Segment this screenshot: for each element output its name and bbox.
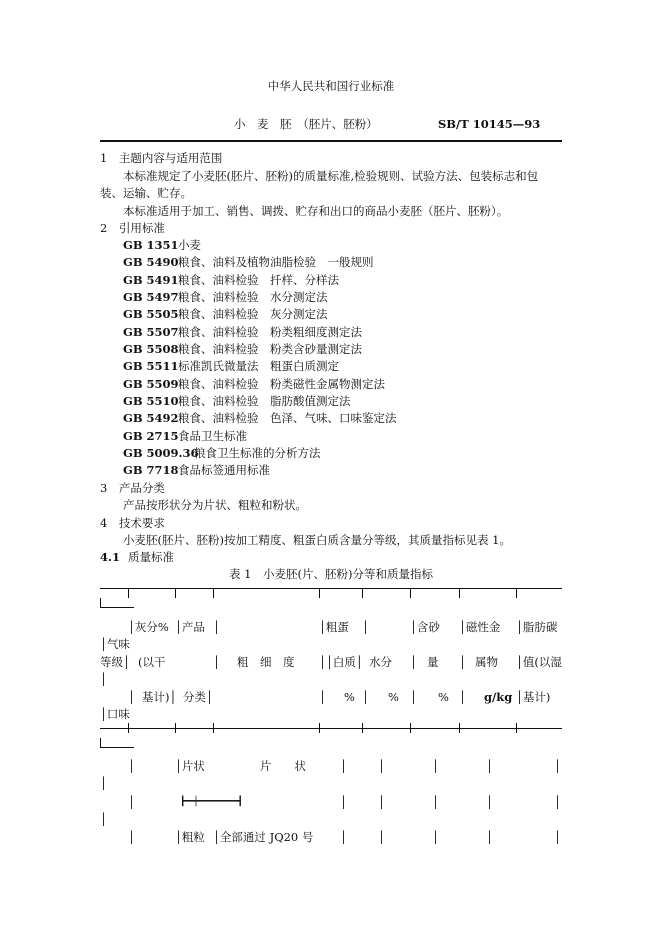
td-sep: │: [486, 830, 493, 844]
td-sep: │: [378, 830, 385, 844]
ref-title: 粮食、油料检验 粉类含砂量测定法: [178, 342, 362, 356]
ref-code: GB 5509: [123, 377, 179, 391]
header-rule: [100, 140, 562, 142]
th-sep: │: [128, 690, 135, 704]
table-tick: [362, 588, 363, 598]
table-tick: [175, 588, 176, 598]
th-protein: │粗蛋: [319, 620, 349, 634]
th-fatty-basis: │值(以湿: [516, 655, 562, 669]
table-tick: [410, 723, 411, 733]
table-tick: [213, 588, 214, 598]
table-tick: [362, 723, 363, 733]
ref-code: GB 5507: [123, 325, 179, 339]
th-sep: │: [410, 690, 417, 704]
ref-code: GB 5497: [123, 290, 179, 304]
td-sep: │: [128, 795, 135, 809]
th-unit-sand: %: [438, 690, 449, 704]
th-product: │产品: [175, 620, 205, 634]
td-category-granules: │粗粒: [175, 830, 205, 844]
th-fatty-basis-2: │基计): [516, 690, 551, 704]
table-tick: [128, 588, 129, 598]
td-sep: │: [378, 795, 385, 809]
ref-code: GB 5511: [123, 359, 179, 373]
td-sep: │: [340, 795, 347, 809]
td-row-divider: ┣━━┿━━━━━━━━━┫: [180, 797, 242, 807]
ref-title: 粮食、油料检验 粉类粗细度测定法: [178, 325, 362, 339]
th-sep: │: [213, 620, 220, 634]
th-unit-protein: %: [344, 690, 355, 704]
th-sep: │: [362, 690, 369, 704]
th-sand-2: 量: [427, 655, 439, 669]
table-stub-rule: [100, 607, 134, 608]
ref-title: 粮食、油料检验 扦样、分样法: [178, 273, 339, 287]
th-sep: │: [459, 690, 466, 704]
th-fatty-acid: │脂肪碳: [516, 620, 558, 634]
ref-code: GB 5009.36: [123, 446, 199, 460]
ref-title: 粮食卫生标准的分析方法: [194, 446, 321, 460]
ref-code: GB 2715: [123, 429, 179, 443]
th-sep: │: [319, 655, 326, 669]
td-sep: │: [432, 830, 439, 844]
td-sep: │: [100, 812, 107, 826]
ref-code: GB 5505: [123, 307, 179, 321]
table-tick: [128, 723, 129, 733]
table-stub-rule: [100, 747, 134, 748]
ref-title: 粮食、油料检验 色泽、气味、口味鉴定法: [178, 411, 397, 425]
th-magnetic: │磁性金: [459, 620, 501, 634]
ref-code: GB 5510: [123, 394, 179, 408]
table-tick: [319, 723, 320, 733]
ref-title: 粮食、油料检验 粉类磁性金属物测定法: [178, 377, 385, 391]
ref-title: 食品标签通用标准: [178, 463, 270, 477]
th-odor: │气味: [100, 637, 130, 651]
table-tick: [213, 723, 214, 733]
standard-code: SB/T 10145—93: [438, 117, 541, 131]
th-sep: │: [410, 655, 417, 669]
td-sep: │: [486, 759, 493, 773]
ref-title: 粮食、油料检验 脂肪酸值测定法: [178, 394, 351, 408]
th-moisture: 水分: [369, 655, 392, 669]
th-grade: 等级│: [100, 655, 130, 669]
th-category: 分类│: [183, 690, 213, 704]
td-category-flakes: │片状: [175, 759, 205, 773]
ref-title: 粮食、油料检验 水分测定法: [178, 290, 328, 304]
th-fineness: 粗 细 度: [237, 655, 295, 669]
td-sep: │: [128, 830, 135, 844]
th-sep: │: [362, 620, 369, 634]
subsection-title: 质量标准: [128, 550, 174, 564]
ref-title: 食品卫生标准: [178, 429, 247, 443]
table-tick: [410, 588, 411, 598]
th-sep: │: [213, 655, 220, 669]
table-caption: 表 1 小麦胚(片、胚粉)分等和质量指标: [229, 567, 433, 581]
th-sand: │含砂: [410, 620, 440, 634]
table-tick: [319, 588, 320, 598]
standard-org: 中华人民共和国行业标准: [267, 79, 395, 93]
ref-code: GB 5492: [123, 411, 179, 425]
th-unit-moisture: %: [388, 690, 399, 704]
th-ash-basis-2: 基计)│: [142, 690, 177, 704]
td-fineness-flakes: 片 状: [260, 759, 306, 773]
ref-title: 粮食、油料检验 灰分测定法: [178, 307, 328, 321]
td-sep: │: [432, 795, 439, 809]
ref-code: GB 5508: [123, 342, 179, 356]
table-tick: [516, 723, 517, 733]
ref-title: 标准凯氏微量法 粗蛋白质测定: [178, 359, 339, 373]
td-fineness-granules: │全部通过 JQ20 号: [213, 830, 314, 844]
th-odor-2: │口味: [100, 707, 130, 721]
th-sep: │: [319, 690, 326, 704]
section-4-paragraph: 小麦胚(胚片、胚粉)按加工精度、粗蛋白质含量分等级，其质量指标见表 1。: [123, 533, 511, 547]
document-title: 小 麦 胚 （胚片、胚粉）: [234, 117, 378, 131]
ref-code: GB 5490: [123, 255, 179, 269]
section-1-heading: 1 主题内容与适用范围: [100, 151, 223, 165]
section-2-heading: 2 引用标准: [100, 221, 165, 235]
ref-code: GB 1351: [123, 238, 179, 252]
table-header-rule: [100, 728, 562, 729]
td-sep: │: [340, 759, 347, 773]
table-top-rule: [100, 588, 562, 589]
section-1-paragraph-1b: 装、运输、贮存。: [100, 186, 192, 200]
th-sep: │: [100, 672, 107, 686]
td-sep: │: [100, 776, 107, 790]
td-sep: │: [554, 830, 561, 844]
td-sep: │: [432, 759, 439, 773]
table-tick: [459, 723, 460, 733]
section-1-paragraph-2: 本标准适用于加工、销售、调拨、贮存和出口的商品小麦胚（胚片、胚粉）。: [123, 204, 509, 218]
th-sep: │: [459, 655, 466, 669]
ref-title: 小麦: [178, 238, 201, 252]
td-sep: │: [486, 795, 493, 809]
ref-code: GB 7718: [123, 463, 179, 477]
td-sep: │: [340, 830, 347, 844]
section-1-paragraph-1a: 本标准规定了小麦胚(胚片、胚粉)的质量标准,检验规则、试验方法、包装标志和包: [123, 169, 539, 183]
section-3-paragraph: 产品按形状分为片状、粗粒和粉状。: [123, 498, 307, 512]
table-tick: [175, 723, 176, 733]
td-sep: │: [554, 759, 561, 773]
section-4-heading: 4 技术要求: [100, 516, 165, 530]
th-unit-magnetic: g/kg: [484, 690, 513, 704]
td-sep: │: [554, 795, 561, 809]
th-magnetic-2: 属物: [475, 655, 498, 669]
th-ash-basis: (以干: [138, 655, 166, 669]
td-sep: │: [128, 759, 135, 773]
subsection-number: 4.1: [100, 550, 121, 564]
th-ash: │灰分%: [128, 620, 169, 634]
table-tick: [516, 588, 517, 598]
section-3-heading: 3 产品分类: [100, 481, 165, 495]
th-protein-2: │白质│: [326, 655, 363, 669]
table-tick: [459, 588, 460, 598]
ref-title: 粮食、油料及植物油脂检验 一般规则: [178, 255, 374, 269]
ref-code: GB 5491: [123, 273, 179, 287]
td-sep: │: [378, 759, 385, 773]
